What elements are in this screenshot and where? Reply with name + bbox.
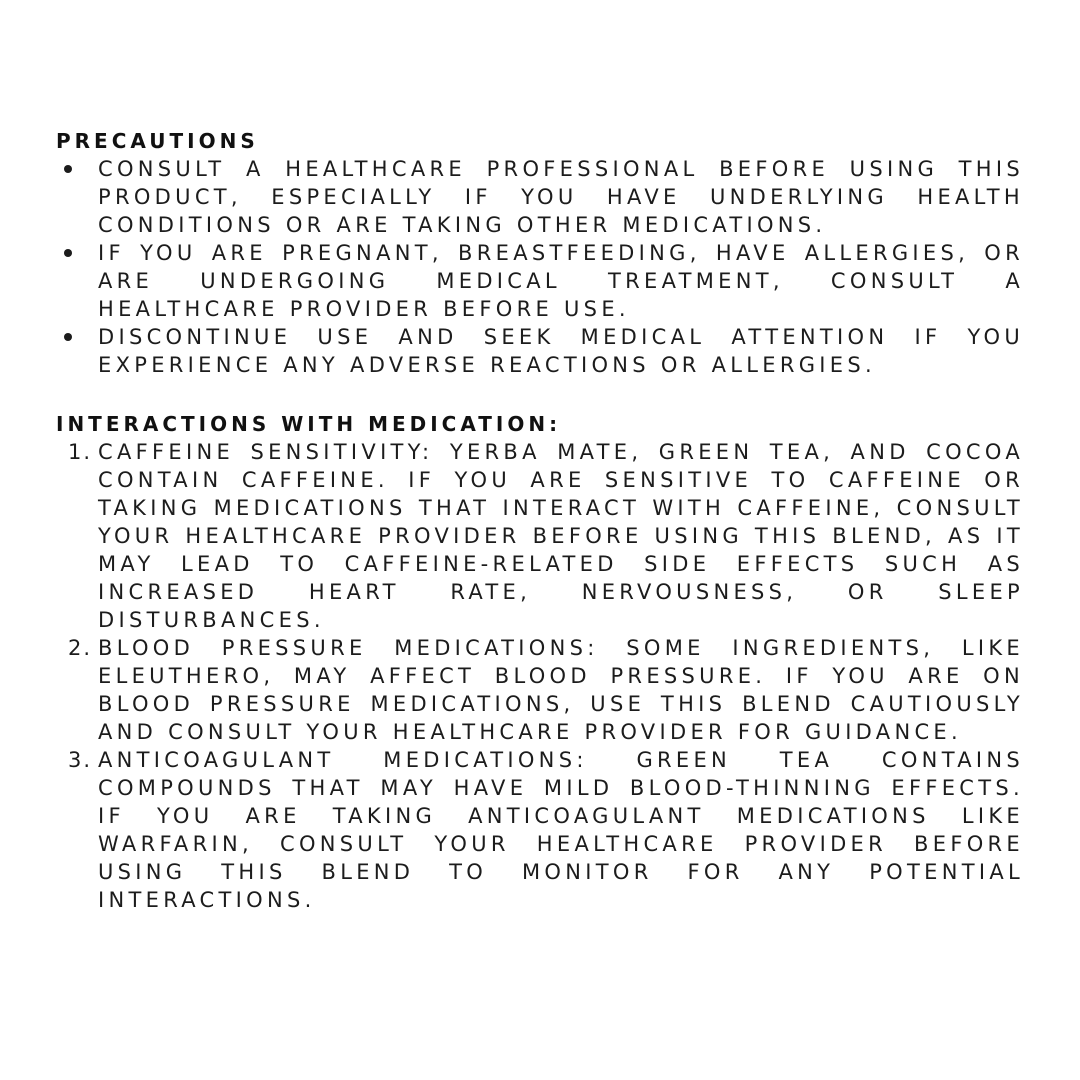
precautions-list bbox=[56, 155, 1024, 379]
interaction-text: BLOOD PRESSURE MEDICATIONS: SOME INGREDIENTS, LIKE ELEUTHERO, MAY AFFECT BLOOD PRESSURE. IF YOU ARE ON BLOOD PRESSURE MEDICATIONS, USE THIS BLEND CAUTIOUSLY AND CONSULT YOUR HEALTHCARE PROVIDER FOR GUIDANCE. bbox=[98, 636, 1024, 744]
precautions-heading: PRECAUTIONS bbox=[56, 129, 259, 153]
section-spacer bbox=[56, 379, 1024, 410]
interactions-section bbox=[56, 410, 1024, 914]
precaution-text: IF YOU ARE PREGNANT, BREASTFEEDING, HAVE ALLERGIES, OR ARE UNDERGOING MEDICAL TREATMENT, CONSULT A HEALTHCARE PROVIDER BEFORE USE. bbox=[98, 241, 1024, 321]
interactions-heading: INTERACTIONS WITH MEDICATION: bbox=[56, 412, 562, 436]
precaution-text: DISCONTINUE USE AND SEEK MEDICAL ATTENTION IF YOU EXPERIENCE ANY ADVERSE REACTIONS OR ALLERGIES. bbox=[98, 325, 1024, 377]
interaction-text: CAFFEINE SENSITIVITY: YERBA MATE, GREEN TEA, AND COCOA CONTAIN CAFFEINE. IF YOU ARE SENSITIVE TO CAFFEINE OR TAKING MEDICATIONS THAT INTERACT WITH CAFFEINE, CONSULT YOUR HEALTHCARE PROVIDER BEFORE USING THIS BLEND, AS IT MAY LEAD TO CAFFEINE-RELATED SIDE EFFECTS SUCH AS INCREASED HEART RATE, NERVOUSNESS, OR SLEEP DISTURBANCES. bbox=[98, 440, 1024, 632]
item-number: 3. bbox=[68, 748, 93, 772]
precaution-item bbox=[56, 323, 1024, 379]
interaction-item bbox=[56, 746, 1024, 914]
item-number: 2. bbox=[68, 636, 93, 660]
precautions-section bbox=[56, 127, 1024, 379]
precaution-item bbox=[56, 155, 1024, 239]
precaution-text: CONSULT A HEALTHCARE PROFESSIONAL BEFORE USING THIS PRODUCT, ESPECIALLY IF YOU HAVE UNDERLYING HEALTH CONDITIONS OR ARE TAKING OTHER MEDICATIONS. bbox=[98, 157, 1024, 237]
interaction-text: ANTICOAGULANT MEDICATIONS: GREEN TEA CONTAINS COMPOUNDS THAT MAY HAVE MILD BLOOD-THINNING EFFECTS. IF YOU ARE TAKING ANTICOAGULANT MEDICATIONS LIKE WARFARIN, CONSULT YOUR HEALTHCARE PROVIDER BEFORE USING THIS BLEND TO MONITOR FOR ANY POTENTIAL INTERACTIONS. bbox=[98, 748, 1024, 912]
precaution-item bbox=[56, 239, 1024, 323]
interactions-list bbox=[56, 438, 1024, 914]
bullet-icon bbox=[64, 333, 72, 341]
document-body bbox=[56, 127, 1024, 914]
bullet-icon bbox=[64, 165, 72, 173]
interaction-item bbox=[56, 634, 1024, 746]
item-number: 1. bbox=[68, 440, 93, 464]
interaction-item bbox=[56, 438, 1024, 634]
bullet-icon bbox=[64, 249, 72, 257]
